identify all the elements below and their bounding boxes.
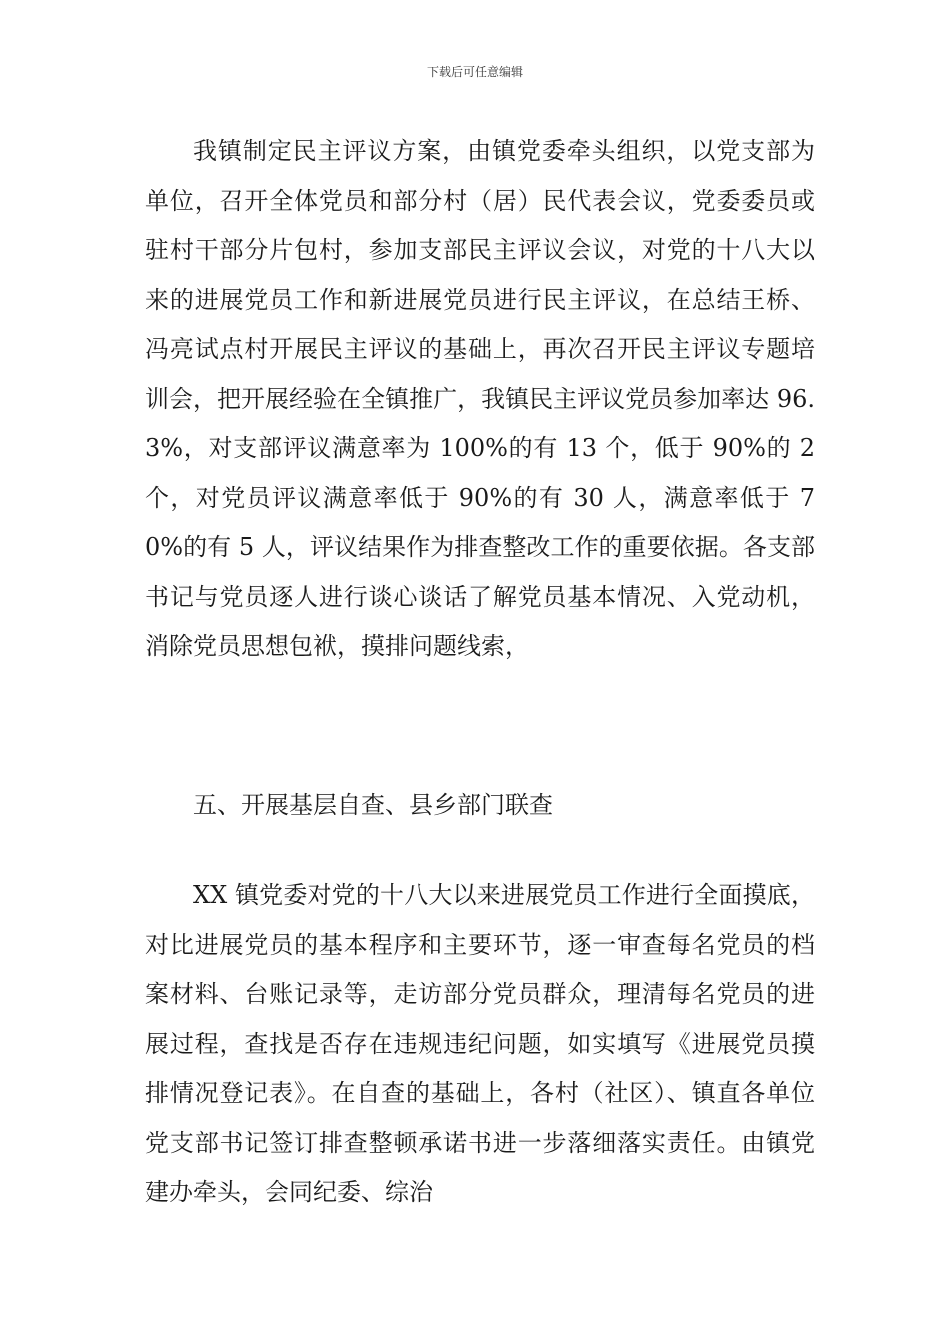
- section-heading-five: 五、开展基层自查、县乡部门联查: [193, 791, 553, 819]
- page-header: 下载后可任意编辑: [426, 65, 523, 79]
- paragraph-self-inspection: XX 镇党委对党的十八大以来进展党员工作进行全面摸底，对比进展党员的基本程序和主要环节，逐一审查每名党员的档案材料、台账记录等，走访部分党员群众，理清每名党员的进展过程，查找是否存在违规违纪问题，如实填写《进展党员摸排情况登记表》。在自查的基础上，各村（社区）、镇直各单位党支部书记签订排查整顿承诺书进一步落细落实责任。由镇党建办牵头，会同纪委、综治: [145, 881, 815, 1206]
- paragraph-democratic-evaluation: 我镇制定民主评议方案，由镇党委牵头组织，以党支部为单位，召开全体党员和部分村（居）民代表会议，党委委员或驻村干部分片包村，参加支部民主评议会议，对党的十八大以来的进展党员工作和新进展党员进行民主评议，在总结王桥、冯亮试点村开展民主评议的基础上，再次召开民主评议专题培训会，把开展经验在全镇推广，我镇民主评议党员参加率达 96.3%，对支部评议满意率为 100%的有 13 个，低于 90%的 2 个，对党员评议满意率低于 90%的有 30 人，满意率低于 70%的有 5 人，评议结果作为排查整改工作的重要依据。各支部书记与党员逐人进行谈心谈话了解党员基本情况、入党动机，消除党员思想包袱，摸排问题线索，: [145, 137, 815, 660]
